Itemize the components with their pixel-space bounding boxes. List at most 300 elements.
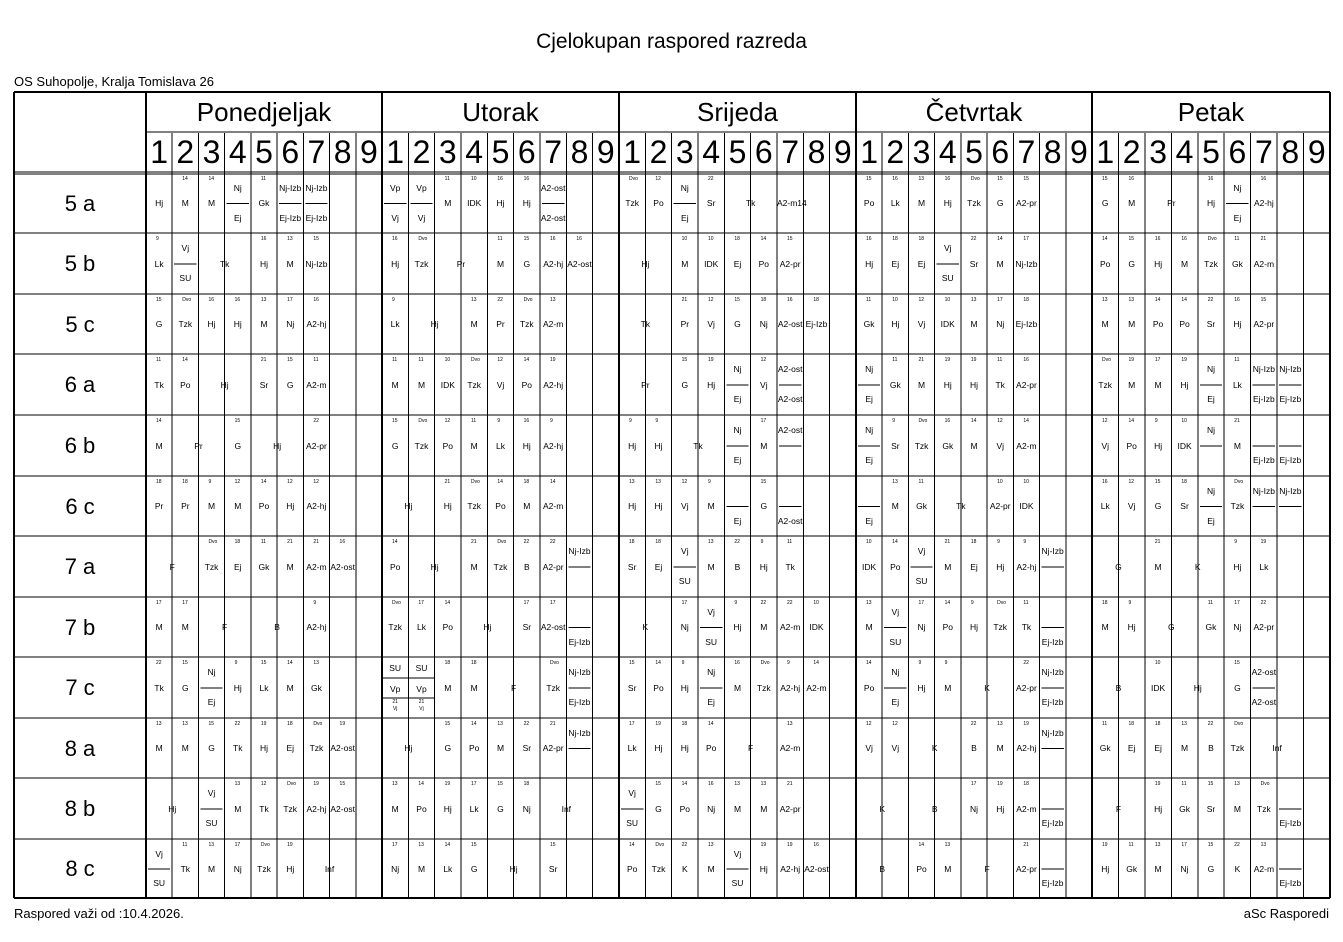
subject-label: Lk [154,259,164,269]
subject-label: Tk [785,562,795,572]
period-number: 2 [886,134,905,170]
subject-label: A2-m [780,622,801,632]
subject-label: Hj [1180,380,1189,390]
subject-label: Hj [233,683,242,693]
subject-label: Vj [1127,501,1136,511]
room-number: 19 [708,357,714,363]
subject-label: A2-hj [1016,743,1037,753]
room-number: 12 [444,418,451,424]
subject-label: SU [626,818,639,828]
subject-label: M [286,562,294,572]
subject-label: Ej [917,259,926,269]
room-number: 19 [313,781,319,787]
room-number: 11 [1207,600,1213,606]
room-number: 10 [997,479,1003,485]
room-number: 11 [313,357,319,363]
subject-label: Tk [956,501,966,511]
subject-label: Hj [522,198,531,208]
room-number: Dvo [523,297,533,303]
subject-label: Lk [1259,562,1269,572]
room-number: 16 [234,297,241,303]
subject-label: K [879,804,886,814]
room-number: 15 [444,721,451,727]
room-number: 16 [866,236,872,242]
room-number: 18 [892,236,898,242]
room-number: 18 [156,479,162,485]
subject-label: Hj [391,259,400,269]
subject-label: A2-hj [306,319,327,329]
subject-label: A2-hj [780,864,801,874]
subject-label: Ej-Izb [1279,818,1302,828]
room-number: 16 [944,418,951,424]
room-number: 21 [681,297,688,303]
subject-label: Ej [733,515,742,526]
subject-label: F [748,743,754,753]
subject-label: Nj [233,183,242,193]
room-number: 19 [1102,842,1108,848]
room-number: 17 [287,297,293,303]
subject-label: M [707,562,715,572]
subject-label: Ej [733,259,742,269]
room-number: 11 [418,357,424,363]
subject-label: M [1101,319,1109,329]
subject-label: G [1168,622,1175,632]
subject-label: Ej [733,455,742,465]
room-number: 22 [970,236,977,242]
room-number: 13 [760,781,767,787]
subject-label: Tzk [204,562,219,572]
subject-label: Hj [1154,441,1163,451]
period-number: 9 [833,134,852,170]
subject-label: Ej-Izb [1279,878,1302,888]
subject-label: Tzk [283,804,298,814]
room-number: 9 [629,418,632,424]
room-number: 16 [523,176,530,182]
subject-label: Ej [865,394,873,404]
room-number: 13 [997,721,1003,727]
room-number: 16 [1023,357,1029,363]
subject-label: Tk [1021,622,1032,632]
subject-label: Vj [917,546,926,556]
subject-label: M [1233,441,1241,451]
room-number: 9 [734,600,738,606]
subject-label: Hj [943,198,952,208]
subject-label: IDK [467,198,482,208]
page-title: Cjelokupan raspored razreda [536,30,807,53]
subject-label: A2-pr [989,501,1011,511]
subject-label: IDK [809,622,824,632]
period-number: 4 [702,134,721,170]
subject-label: Hj [286,501,295,511]
room-number: 9 [918,660,922,666]
room-number: Dvo [497,539,507,545]
subject-label: Vj [996,441,1004,451]
subject-label: Hj [943,380,952,390]
room-number: 17 [760,418,767,424]
room-number: 16 [313,297,319,303]
room-number: 19 [550,357,556,363]
subject-label: Gk [1179,804,1190,814]
subject-label: Gk [258,562,270,572]
subject-label: A2-ost [540,212,566,223]
room-number: 9 [156,236,159,242]
period-number: 5 [965,134,983,170]
subject-label: Tzk [967,198,981,208]
period-number: 3 [675,134,694,170]
subject-label: Hj [891,319,900,329]
period-number: 3 [438,134,457,170]
subject-label: Po [758,259,770,269]
room-number: 17 [1181,842,1187,848]
room-number: 15 [156,297,162,303]
room-number: Dvo [471,357,480,363]
day-header-ponedjeljak: Ponedjeljak [196,97,332,127]
subject-label: Pr [496,319,505,329]
subject-label: Vj [392,706,398,712]
period-number: 9 [596,134,615,170]
room-number: 22 [497,297,503,303]
subject-label: Tk [745,198,756,208]
room-number: 13 [1102,297,1108,303]
room-number: 16 [392,236,398,242]
room-number: 13 [1154,842,1161,848]
subject-label: Po [1152,319,1164,329]
room-number: 14 [260,479,267,485]
room-number: 10 [444,357,451,363]
room-number: 14 [708,721,714,727]
period-number: 6 [754,134,773,170]
room-number: 14 [970,418,977,424]
subject-label: Gk [311,683,322,693]
room-number: 19 [1023,721,1029,727]
subject-label: Hj [707,380,716,390]
subject-label: Tzk [1098,380,1113,390]
subject-label: Ej [1127,743,1136,753]
room-number: 16 [550,236,556,242]
subject-label: Nj-Izb [305,259,328,269]
subject-label: Po [442,622,454,632]
subject-label: Vj [155,849,163,859]
subject-label: Tzk [388,622,403,632]
subject-label: Nj [286,319,295,329]
subject-label: Nj [1233,183,1242,193]
room-number: 9 [892,418,895,424]
room-number: 14 [287,660,293,666]
subject-label: Po [679,804,691,814]
subject-label: Tzk [257,864,271,874]
room-number: 15 [655,781,661,787]
room-number: 14 [182,357,188,363]
room-number: 11 [471,418,477,424]
subject-label: Po [416,804,427,814]
subject-label: Ej-Izb [1279,455,1302,465]
subject-label: Lk [390,319,400,329]
subject-label: Po [942,622,953,632]
subject-label: A2-pr [1016,683,1037,693]
subject-label: Sr [259,380,269,390]
room-number: 22 [787,600,793,606]
subject-label: A2-pr [1016,198,1037,208]
room-number: 21 [260,357,267,363]
room-number: 22 [523,721,530,727]
subject-label: Hj [628,441,637,451]
subject-label: A2-ost [540,183,566,193]
subject-label: Nj-Izb [279,183,302,193]
subject-label: K [1234,864,1241,874]
subject-label: Nj-Izb [1252,486,1275,496]
subject-label: Tzk [1230,501,1245,511]
subject-label: Nj-Izb [1041,546,1064,556]
subject-label: M [391,804,399,814]
subject-label: Po [863,683,875,693]
software-credit: aSc Rasporedi [1243,906,1329,921]
class-label: 8 b [64,796,96,821]
subject-label: Hj [430,319,439,329]
subject-label: Po [180,380,191,390]
subject-label: A2-hj [1253,198,1274,208]
room-number: 14 [208,176,214,182]
period-number: 3 [1149,134,1167,170]
period-number: 4 [938,134,957,170]
subject-label: Hj [969,380,978,390]
subject-label: M [733,804,742,814]
room-number: 17 [1154,357,1161,363]
subject-label: Po [1126,441,1137,451]
subject-label: Hj [1193,683,1202,693]
subject-label: M [260,319,268,329]
class-label: 5 a [64,191,96,216]
subject-label: K [984,683,990,693]
room-number: 12 [234,479,241,485]
room-number: 10 [944,297,951,303]
subject-label: M [707,864,715,874]
subject-label: A2-m [780,743,801,753]
subject-label: Hj [483,622,492,632]
subject-label: Po [890,562,901,572]
subject-label: Vj [1101,441,1109,451]
subject-label: Po [653,683,664,693]
room-number: 12 [655,176,661,182]
subject-label: Vj [707,607,715,617]
subject-label: Po [442,441,454,451]
room-number: 15 [1234,660,1240,666]
subject-label: Nj-Izb [568,667,591,677]
period-number: 2 [1122,134,1141,170]
subject-label: IDK [704,259,719,269]
room-number: Dvo [1234,479,1244,485]
subject-label: Sr [548,864,558,874]
subject-label: Po [521,380,533,390]
room-number: 9 [681,660,685,666]
period-number: 1 [150,134,168,170]
subject-label: Vp [389,684,401,694]
room-number: 22 [681,842,688,848]
room-number: Dvo [208,539,218,545]
subject-label: A2-ost [330,804,355,814]
room-number: 14 [866,660,872,666]
subject-label: M [1128,198,1136,208]
subject-label: IDK [862,562,877,572]
subject-label: M [417,380,426,390]
subject-label: SU [731,878,744,888]
subject-label: G [444,743,452,753]
period-number: 4 [465,134,484,170]
subject-label: A2-pr [1253,319,1275,329]
subject-label: IDK [440,380,455,390]
subject-label: Sr [627,562,637,572]
room-number: Dvo [471,479,480,485]
room-number: 13 [866,600,872,606]
subject-label: G [996,198,1004,208]
subject-label: Vj [417,212,426,223]
subject-label: Pr [181,501,190,511]
subject-label: M [208,864,216,874]
subject-label: Tk [233,743,243,753]
subject-label: Hj [969,622,978,632]
subject-label: Tzk [651,864,666,874]
subject-label: M [1181,259,1189,269]
subject-label: M [391,380,399,390]
subject-label: Nj [917,622,926,632]
class-label: 7 a [64,554,96,579]
room-number: Dvo [313,721,323,727]
room-number: 11 [444,176,450,182]
subject-label: Nj [1206,486,1215,496]
subject-label: A2-ost [777,394,803,404]
subject-label: Lk [496,441,505,451]
subject-label: Tzk [546,683,561,693]
subject-label: M [996,743,1004,753]
period-number: 7 [1254,134,1273,170]
room-number: 9 [497,418,501,424]
subject-label: Ej [891,259,900,269]
subject-label: M [181,622,189,632]
room-number: 14 [471,721,477,727]
room-number: 19 [787,842,793,848]
room-number: 16 [1207,176,1214,182]
subject-label: M [944,864,952,874]
subject-label: Gk [258,198,270,208]
subject-label: Gk [1232,259,1243,269]
room-number: 15 [471,842,477,848]
subject-label: Hj [404,501,413,511]
subject-label: Nj [865,425,874,435]
subject-label: Nj [1206,364,1215,374]
room-number: Dvo [760,660,770,666]
room-number: 15 [497,781,503,787]
period-number: 7 [781,134,800,170]
subject-label: M [996,259,1004,269]
subject-label: Sr [1206,319,1216,329]
room-number: 10 [1154,660,1161,666]
room-number: 18 [1128,721,1134,727]
subject-label: A2-ost [777,515,803,526]
subject-label: A2-hj [543,441,564,451]
room-number: 13 [629,479,635,485]
subject-label: Vj [891,743,900,753]
subject-label: Ej [1233,212,1242,223]
room-number: 14 [813,660,819,666]
room-number: 14 [523,357,530,363]
subject-label: A2-m14 [777,198,807,208]
subject-label: G [1101,198,1109,208]
subject-label: Hj [759,562,768,572]
subject-label: M [681,259,689,269]
subject-label: Hj [1154,259,1163,269]
subject-label: Hj [996,562,1005,572]
period-number: 5 [255,134,273,170]
room-number: 13 [892,479,898,485]
room-number: 19 [1260,539,1267,545]
room-number: 11 [918,479,924,485]
room-number: 11 [1234,236,1240,242]
subject-label: Tzk [414,441,429,451]
subject-label: SU [889,636,902,647]
room-number: 18 [523,781,530,787]
subject-label: Nj [733,364,742,374]
room-number: 14 [444,842,451,848]
period-number: 7 [307,134,326,170]
room-number: 18 [1023,297,1029,303]
subject-label: K [642,622,649,632]
subject-label: Inf [1272,743,1282,753]
room-number: 11 [997,357,1003,363]
room-number: 22 [1260,600,1267,606]
room-number: 14 [182,176,188,182]
room-number: 10 [813,600,819,606]
subject-label: Hj [168,804,177,814]
subject-label: Nj [680,183,689,193]
subject-label: Hj [233,319,242,329]
subject-label: Vj [943,243,952,253]
subject-label: Po [653,198,664,208]
room-number: 18 [287,721,293,727]
room-number: 9 [787,660,790,666]
subject-label: Hj [654,441,663,451]
subject-label: Vj [760,380,768,390]
period-number: 9 [359,134,378,170]
room-number: 18 [523,479,530,485]
subject-label: M [707,501,715,511]
subject-label: Po [626,864,638,874]
subject-label: K [931,743,938,753]
room-number: Dvo [970,176,980,182]
room-number: 14 [418,781,424,787]
subject-label: SU [705,636,718,647]
subject-label: F [222,622,228,632]
room-number: Dvo [918,418,928,424]
subject-label: Nj [207,667,216,677]
subject-label: Sr [969,259,979,269]
period-number: 7 [544,134,563,170]
subject-label: SU [678,576,691,586]
subject-label: Hj [1233,562,1242,572]
room-number: 19 [444,781,451,787]
room-number: 13 [287,236,293,242]
room-number: 15 [182,660,188,666]
subject-label: Ej-Izb [1015,319,1038,329]
room-number: 12 [708,297,714,303]
subject-label: A2-hj [306,501,327,511]
subject-label: G [391,441,399,451]
room-number: 9 [550,418,553,424]
room-number: 12 [918,297,924,303]
subject-label: Tzk [1230,743,1245,753]
subject-label: Hj [404,743,413,753]
room-number: 21 [787,781,793,787]
subject-label: M [286,259,294,269]
room-number: 19 [260,721,267,727]
